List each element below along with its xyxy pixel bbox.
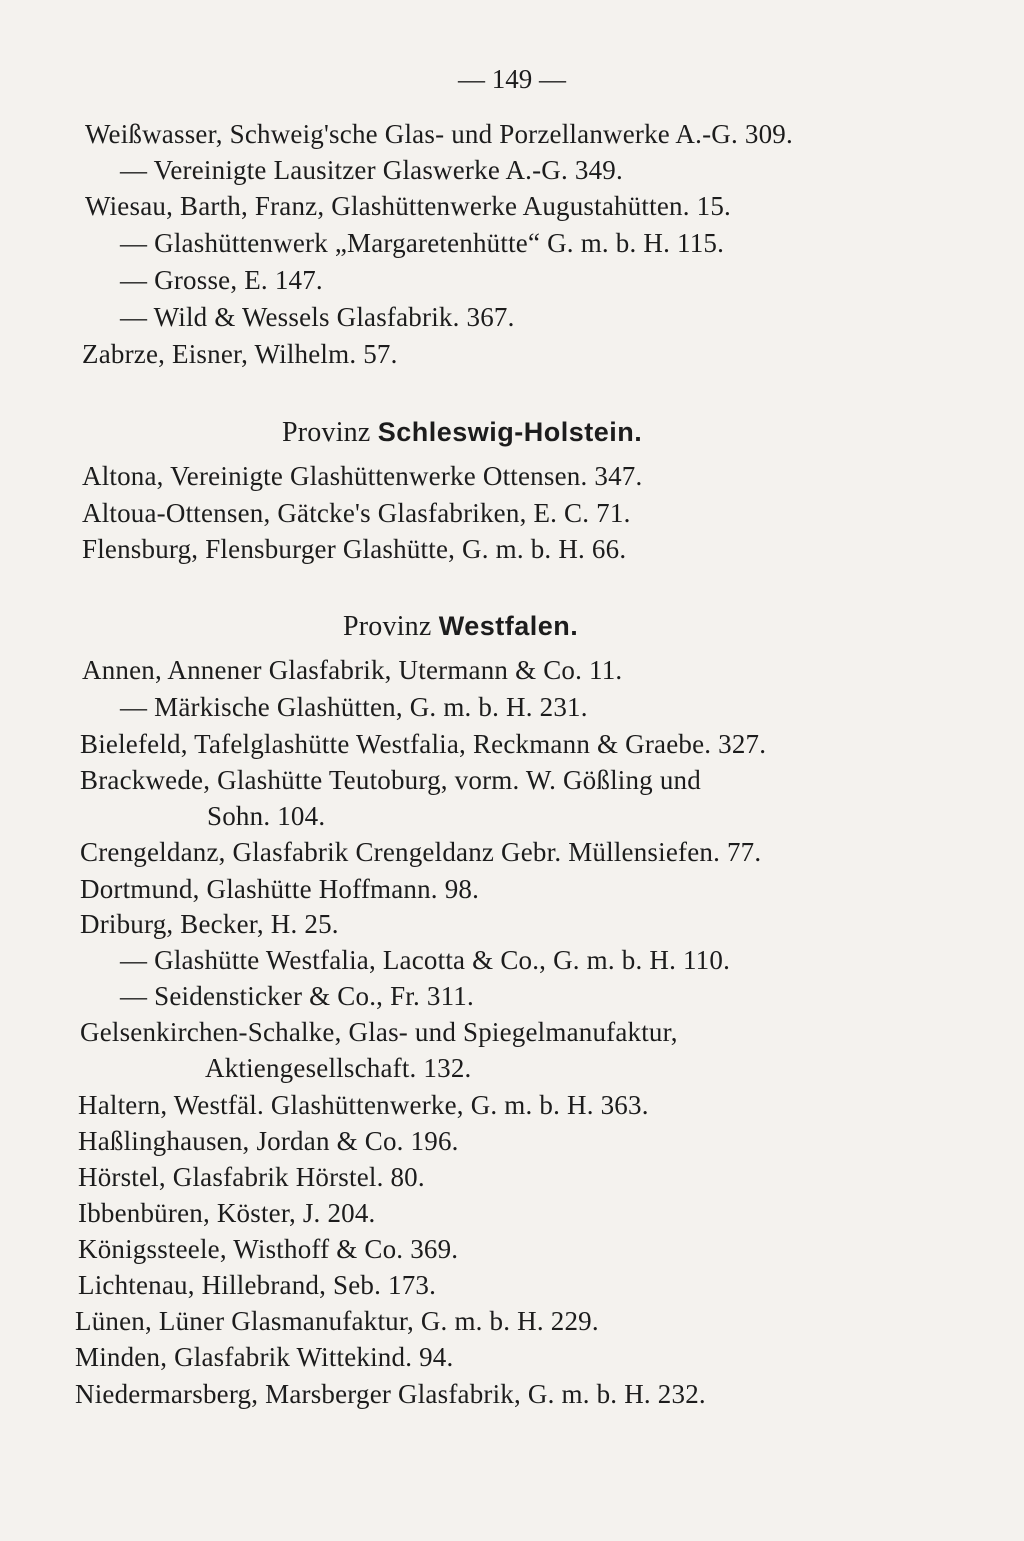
list-entry: Crengeldanz, Glasfabrik Crengeldanz Gebr. Müllensiefen. 77. [80, 837, 762, 867]
list-entry: Hörstel, Glasfabrik Hörstel. 80. [78, 1162, 425, 1192]
list-entry: Haßlinghausen, Jordan & Co. 196. [78, 1126, 459, 1156]
list-entry: Niedermarsberg, Marsberger Glasfabrik, G. m. b. H. 232. [75, 1379, 706, 1409]
list-entry: Sohn. 104. [207, 801, 326, 831]
list-entry: Königssteele, Wisthoff & Co. 369. [78, 1234, 459, 1264]
section-heading-westfalen: Provinz Westfalen. [343, 611, 579, 642]
list-entry: — Seidensticker & Co., Fr. 311. [120, 981, 474, 1011]
list-entry: — Märkische Glashütten, G. m. b. H. 231. [120, 692, 588, 722]
list-entry: Driburg, Becker, H. 25. [80, 909, 339, 939]
list-entry: Bielefeld, Tafelglashütte Westfalia, Reckmann & Graebe. 327. [80, 729, 767, 759]
list-entry: Weißwasser, Schweig'sche Glas- und Porzellanwerke A.-G. 309. [85, 119, 793, 149]
list-entry: Zabrze, Eisner, Wilhelm. 57. [82, 339, 398, 369]
list-entry: Wiesau, Barth, Franz, Glashüttenwerke Augustahütten. 15. [85, 191, 731, 221]
list-entry: Altoua-Ottensen, Gätcke's Glasfabriken, E. C. 71. [82, 498, 631, 528]
list-entry: Dortmund, Glashütte Hoffmann. 98. [80, 874, 480, 904]
list-entry: Minden, Glasfabrik Wittekind. 94. [75, 1342, 454, 1372]
list-entry: Lünen, Lüner Glasmanufaktur, G. m. b. H. 229. [75, 1306, 599, 1336]
list-entry: — Wild & Wessels Glasfabrik. 367. [120, 302, 515, 332]
list-entry: — Glashüttenwerk „Margaretenhütte“ G. m. b. H. 115. [120, 228, 725, 258]
list-entry: Annen, Annener Glasfabrik, Utermann & Co. 11. [82, 655, 623, 685]
list-entry: Lichtenau, Hillebrand, Seb. 173. [78, 1270, 437, 1300]
list-entry: — Vereinigte Lausitzer Glaswerke A.-G. 349. [120, 155, 623, 185]
list-entry: Altona, Vereinigte Glashüttenwerke Ottensen. 347. [82, 461, 643, 491]
list-entry: Haltern, Westfäl. Glashüttenwerke, G. m. b. H. 363. [78, 1090, 649, 1120]
list-entry: Aktiengesellschaft. 132. [205, 1053, 472, 1083]
list-entry: — Grosse, E. 147. [120, 265, 323, 295]
list-entry: Gelsenkirchen-Schalke, Glas- und Spiegelmanufaktur, [80, 1017, 678, 1047]
list-entry: Flensburg, Flensburger Glashütte, G. m. b. H. 66. [82, 534, 627, 564]
list-entry: Brackwede, Glashütte Teutoburg, vorm. W. Gößling und [80, 765, 701, 795]
list-entry: — Glashütte Westfalia, Lacotta & Co., G. m. b. H. 110. [120, 945, 731, 975]
section-heading-schleswig-holstein: Provinz Schleswig-Holstein. [282, 417, 643, 448]
page-number: — 149 — [458, 64, 566, 94]
list-entry: Ibbenbüren, Köster, J. 204. [78, 1198, 376, 1228]
